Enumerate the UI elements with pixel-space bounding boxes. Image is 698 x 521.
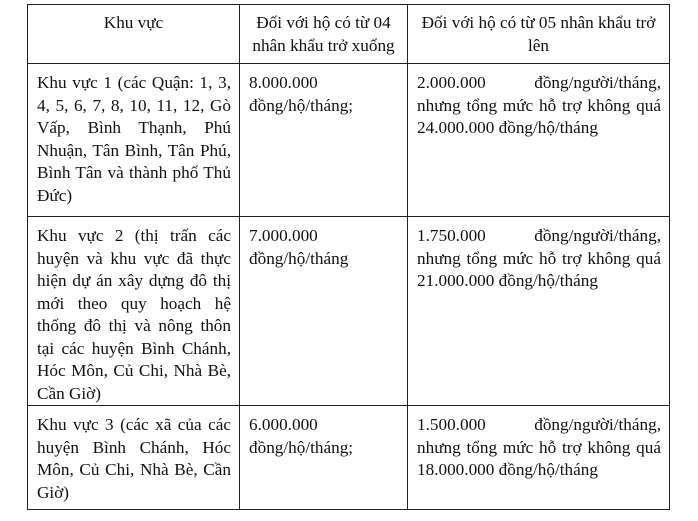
header-up-to-4 (240, 5, 408, 64)
up-to-4-text: 8.000.000 đồng/hộ/tháng; (249, 73, 354, 115)
from-5-text: 2.000.000 đồng/người/tháng, nhưng tổng mức hỗ trợ không quá 24.000.000 đồng/hộ/tháng (417, 73, 661, 137)
up-to-4-cell (240, 217, 408, 406)
region-text: Khu vực 2 (thị trấn các huyện và khu vực đã thực hiện dự án xây dựng đô thị mới theo quy hoạch hệ thống đô thị và nông thôn tại các huyện Bình Chánh, Hóc Môn, Củ Chi, Nhà Bè, Cần Giờ) (37, 226, 231, 403)
header-up-to-4-label: Đối với hộ có từ 04 nhân khẩu trở xuống (252, 13, 395, 55)
header-region (28, 5, 240, 64)
region-cell (28, 217, 240, 406)
header-from-5 (408, 5, 670, 64)
table-row (28, 217, 670, 406)
region-cell (28, 406, 240, 510)
header-from-5-label: Đối với hộ có từ 05 nhân khẩu trở lên (421, 13, 656, 55)
table-header-row (28, 5, 670, 64)
region-cell (28, 64, 240, 217)
support-level-table (27, 4, 670, 510)
region-text: Khu vực 1 (các Quận: 1, 3, 4, 5, 6, 7, 8, 10, 11, 12, Gò Vấp, Bình Thạnh, Phú Nhuận, Tân Bình, Tân Phú, Bình Tân và thành phố Thủ Đức) (37, 73, 231, 205)
up-to-4-cell (240, 406, 408, 510)
from-5-text: 1.750.000 đồng/người/tháng, nhưng tổng mức hỗ trợ không quá 21.000.000 đồng/hộ/tháng (417, 226, 661, 290)
table-row (28, 406, 670, 510)
up-to-4-text: 6.000.000 đồng/hộ/tháng; (249, 415, 354, 457)
table-row (28, 64, 670, 217)
from-5-cell (408, 217, 670, 406)
from-5-cell (408, 64, 670, 217)
header-region-label: Khu vực (103, 13, 164, 32)
up-to-4-text: 7.000.000 đồng/hộ/tháng (249, 226, 349, 268)
from-5-text: 1.500.000 đồng/người/tháng, nhưng tổng mức hỗ trợ không quá 18.000.000 đồng/hộ/tháng (417, 415, 661, 479)
region-text: Khu vực 3 (các xã của các huyện Bình Chánh, Hóc Môn, Củ Chi, Nhà Bè, Cần Giờ) (37, 415, 231, 502)
up-to-4-cell (240, 64, 408, 217)
from-5-cell (408, 406, 670, 510)
